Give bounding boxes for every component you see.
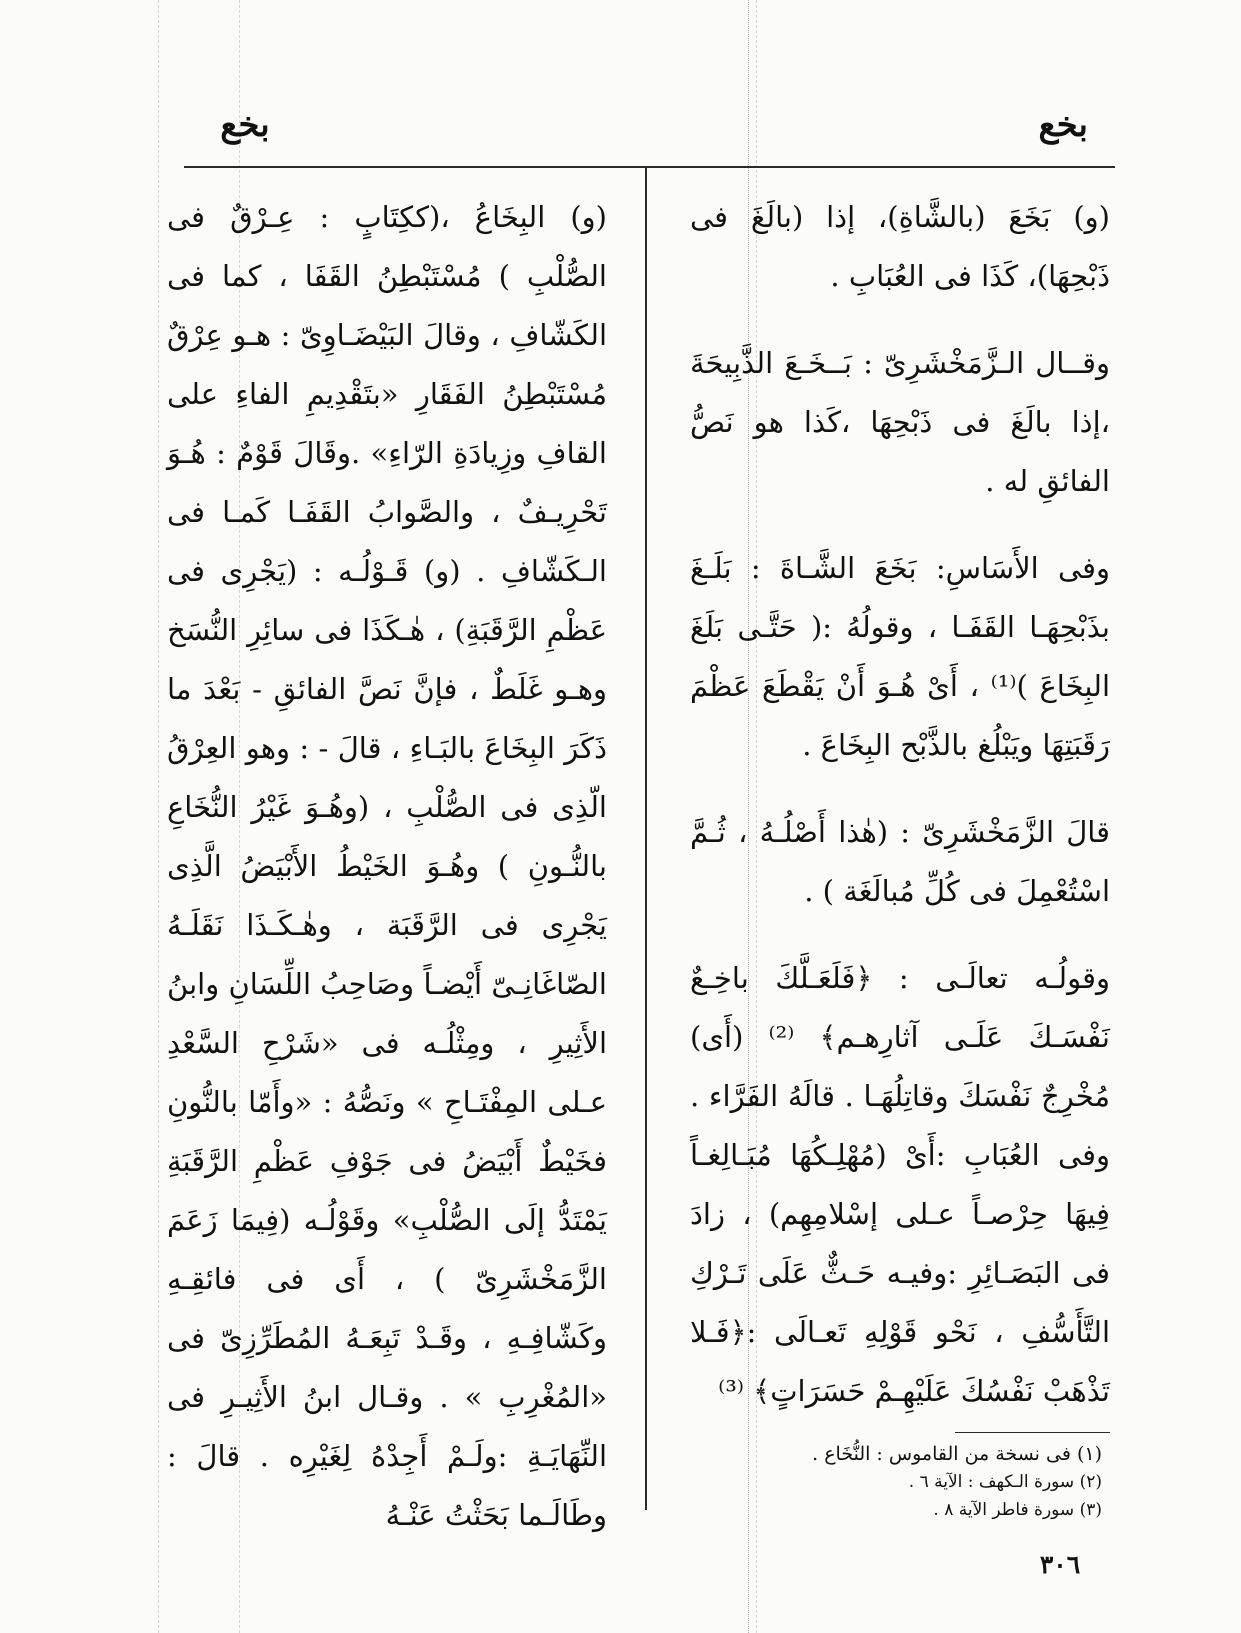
page-number: ٣٠٦	[1039, 1550, 1081, 1579]
paragraph: وقــال الـزَّمَخْشَرِىّ : بَــخَـعَ الذَّبِيحَةَ ،إذا بالَغَ فى ذَبْحِهَا ،كَذا هو نَصُّ الفائقِ له .	[690, 346, 1110, 498]
paragraph: وقولُـه تعالَـى : ﴿فَلَعَـلَّكَ باخِـعٌ نَفْسَـكَ عَلَـى آثارِهـم﴾ ⁽²⁾ (أَى) مُخْرِجٌ نَفْسَكَ وقاتِلُهَـا . قالَهُ الفَرَّاء . وفى العُبَابِ :أَىْ (مُهْلِـكُهَا مُبَـالِغـاً فِيهَا حِرْصـاً عـلى إسْلامِهِم) ، زادَ فى البَصَـائِرِ :وفيـه حَـثٌّ عَلَى تَـرْكِ التَّأَسُّفِ ، نَحْو قَوْلِهِ تَعـالَى :﴿فَـلا تَذْهَبْ نَفْسُكَ عَلَيْهِـمْ حَسَرَاتٍ﴾ ⁽³⁾	[690, 961, 1110, 1408]
right-column	[690, 188, 1110, 1421]
running-head-right: بخع	[1038, 105, 1088, 145]
paragraph: وفى الأَسَاسِ: بَخَعَ الشَّـاةَ : بَلَـغَ بذَبْحِهَـا القَفَـا ، وقولُهُ :( حَتَّـى بَلَغَ البِخَاعَ )⁽¹⁾ ، أَىْ هُـوَ أَنْ يَقْطَعَ عَظْمَ رَقَبَتِهَا ويَبْلُغ بالذَّبْح البِخَاعَ .	[690, 551, 1110, 762]
footnote-rule	[955, 1432, 1110, 1433]
paragraph: (و) بَخَعَ (بالشَّاةِ)، إذا (بالَغَ فى ذَبْحِهَا)، كَذَا فى العُبَابِ .	[690, 200, 1110, 293]
footnotes	[690, 1440, 1102, 1524]
header-rule	[184, 166, 1115, 168]
footnote: (٣) سورة فاطر الآية ٨ .	[933, 1500, 1102, 1520]
scan-line	[158, 0, 159, 1633]
paragraph: قالَ الزَّمَخْشَرِىّ : (هٰذا أَصْلُـهُ ، ثُـمَّ اسْتُعْمِلَ فى كُلِّ مُبالَغَة ) .	[690, 815, 1110, 908]
footnote: (١) فى نسخة من القاموس : النُّخَاع .	[812, 1443, 1102, 1465]
paragraph: (و) البِخَاعُ ،(ككِتَابٍ : عِـرْقٌ فى الصُّلْبِ ) مُسْتَبْطِنُ القَفَا ، كما فى الكَشّافِ ، وقالَ البَيْضَـاوِىّ : هـو عِرْقٌ مُسْتَبْطِنُ الفَقَارِ «بتَقْدِيمِ الفاءِ على القافِ وزِيادَةِ الرّاءِ» .وقَالَ قَوْمٌ : هُـوَ تَحْرِيـفٌ ، والصَّوابُ القَفَـا كَمـا فى الـكَشّافِ . (و) قَـوْلُـه : (يَجْرِى فى عَظْمِ الرَّقَبَةِ) ، هٰـكَذَا فى سائِرِ النُّسَخ وهـو غَلَطٌ ، فإنَّ نَصَّ الفائقِ - بَعْدَ ما ذَكَرَ البِخَاعَ بالبَـاءِ ، قالَ - : وهو العِرْقُ الّذِى فى الصُّلْبِ ، (وهُـوَ غَيْرُ النُّخَاعِ بالنُّـونِ ) وهُـوَ الخَيْطُ الأَبْيَضُ الَّذِى يَجْرِى فى الرَّقَبَة ، وهٰـكَـذَا نَقَلَـهُ الصّاغَانِـىّ أَيْضـاً وصَاحِبُ اللِّسَانِ وابنُ الأَثِيرِ ، ومِثْلُـه فى «شَرْحِ السَّعْدِ عـلى المِفْتَـاحِ » ونَصُّهُ : «وأَمّا بالنُّونِ فخَيْطٌ أَبْيَضُ فى جَوْفِ عَظْمِ الرَّقَبَةِ يَمْتَدُّ إلَى الصُّلْبِ» وقَوْلُـه (فِيمَا زَعَمَ الزَّمَخْشَرِىّ ) ، أَى فى فائقِـهِ وكَشّافِـهِ ، وقَـدْ تَبِعَـهُ المُطَرِّزِىّ فى «المُغْرِبِ » . وقـال ابنُ الأَثِيـرِ فى النِّهَايَـةِ :ولَـمْ أَجِدْهُ لِغَيْرِه . قالَ : وطَالَـما بَحَثْتُ عَنْـهُ	[167, 200, 607, 1532]
running-head-left: بخع	[220, 105, 270, 145]
footnote: (٢) سورة الـكهف : الآية ٦ .	[908, 1472, 1102, 1492]
column-divider	[645, 168, 647, 1510]
left-column	[167, 188, 607, 1545]
